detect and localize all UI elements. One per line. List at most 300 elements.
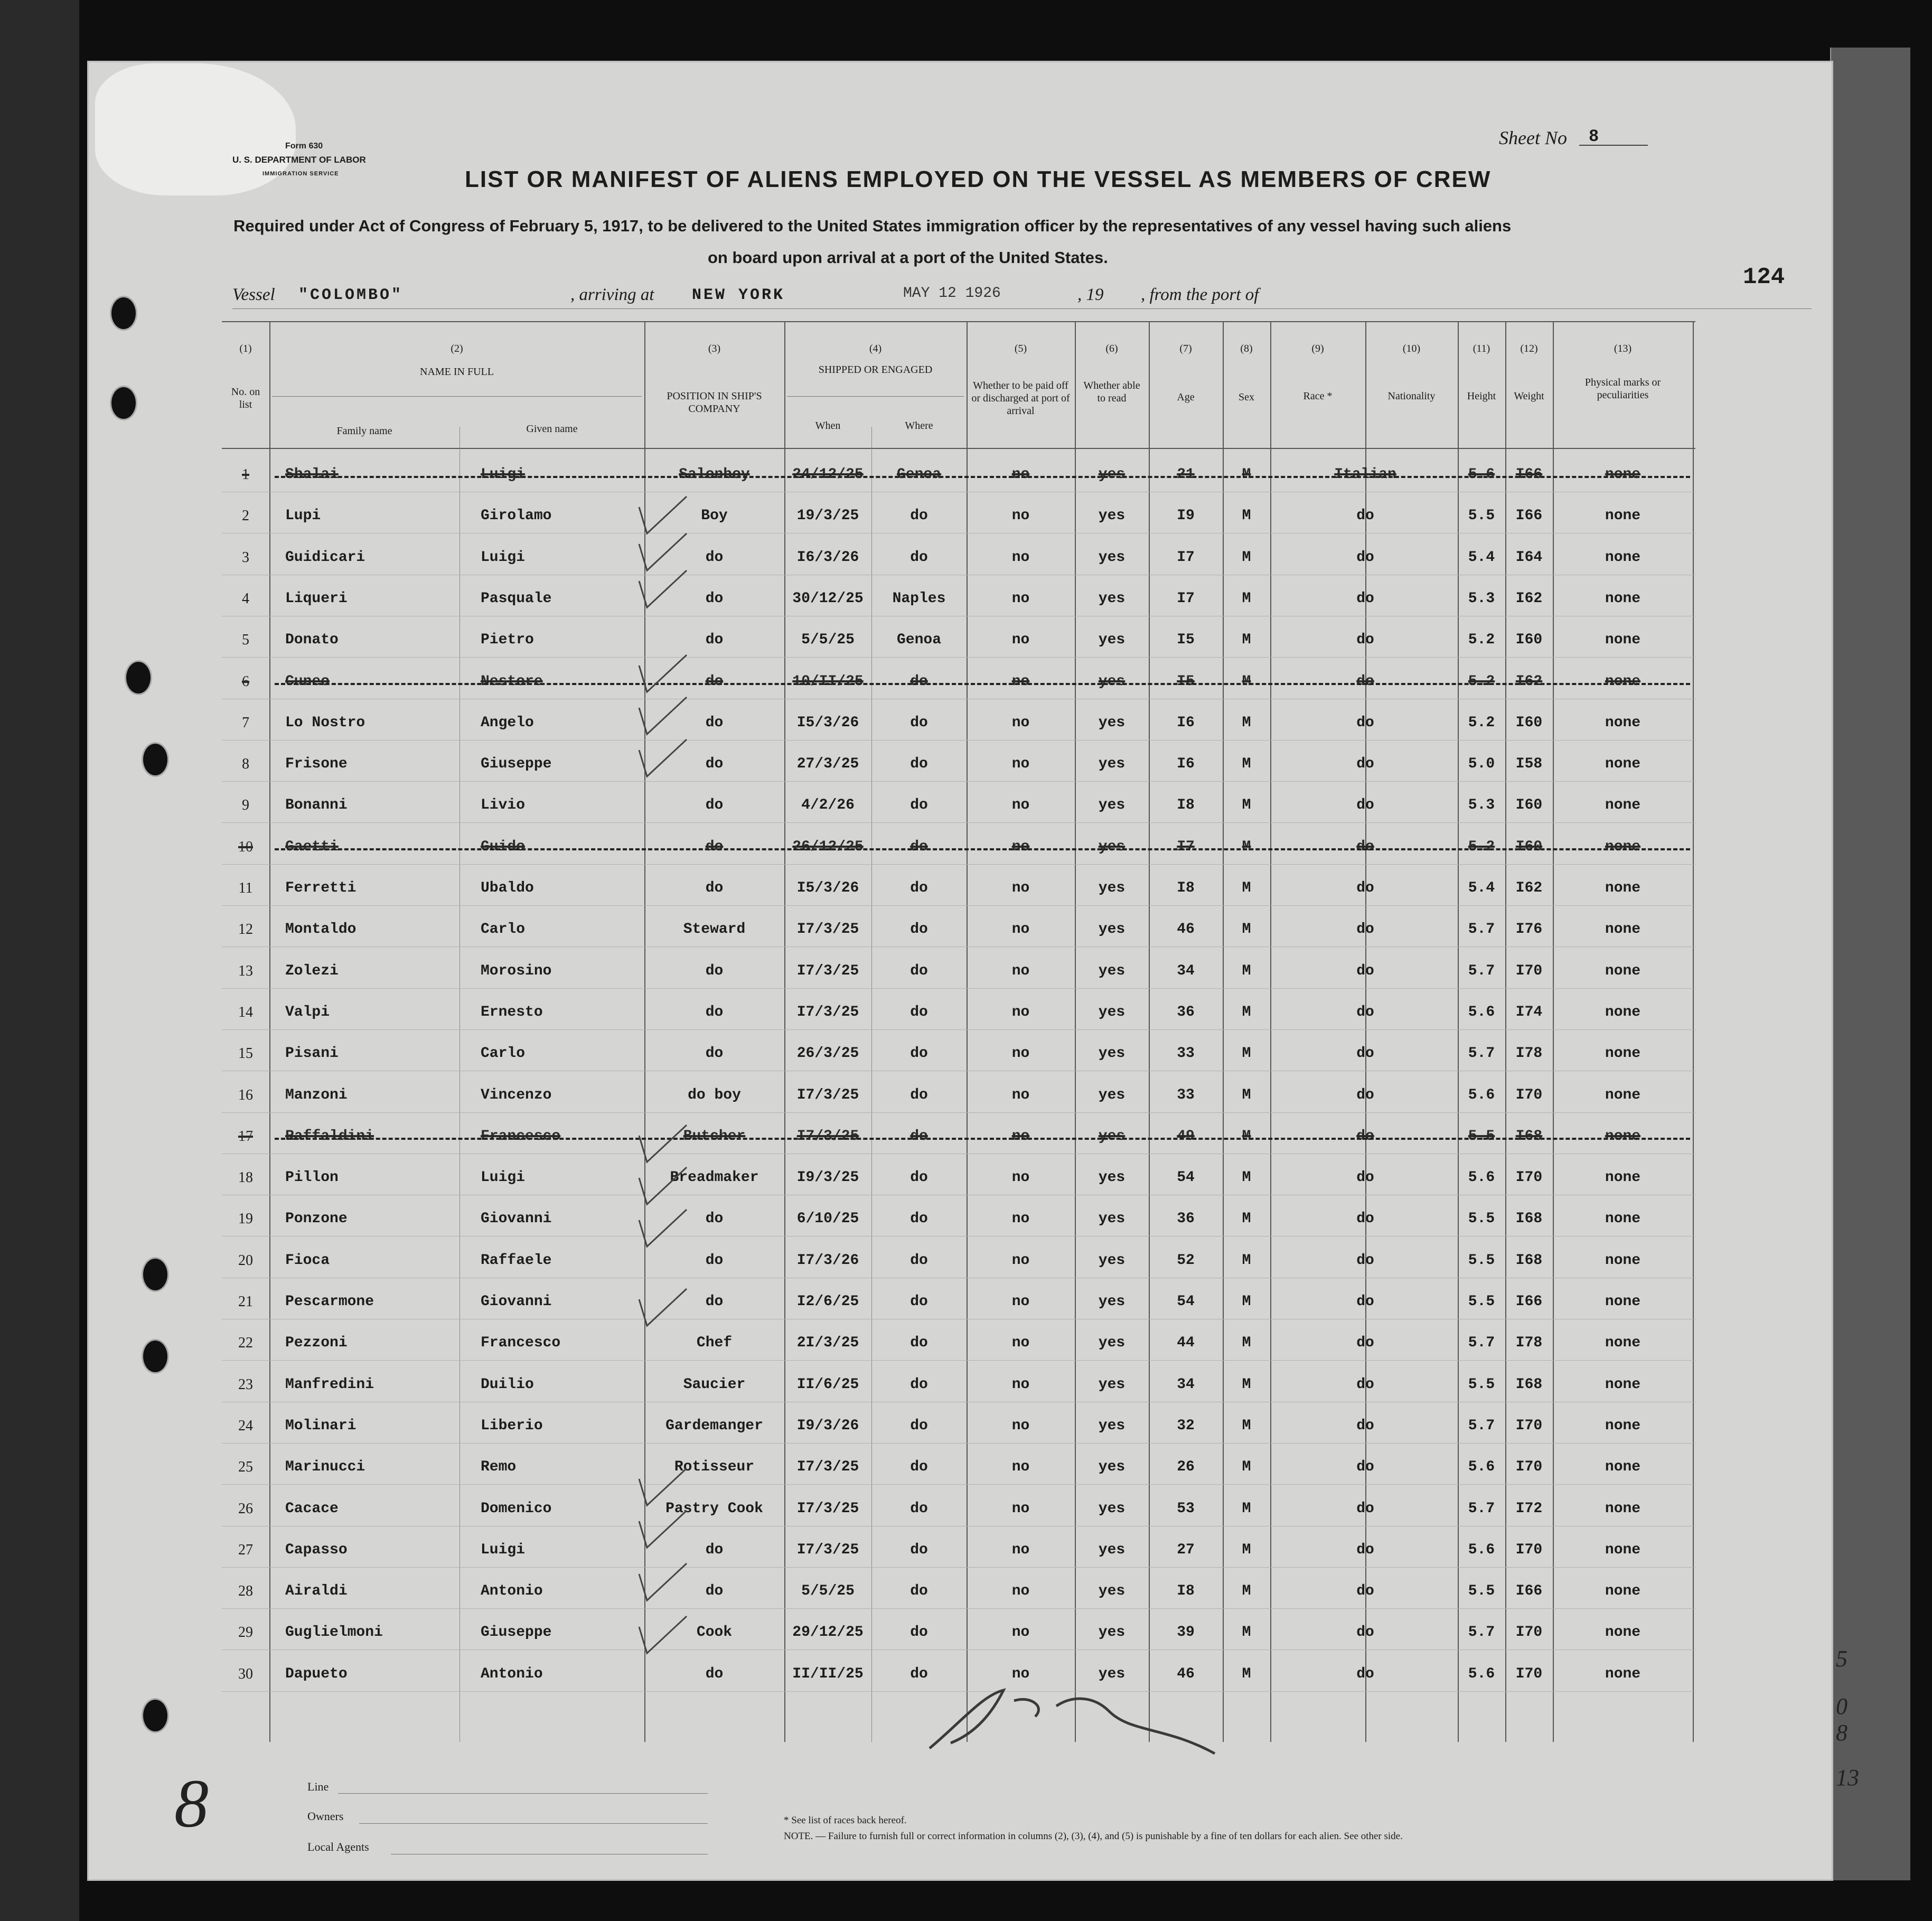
race-cell: do	[1356, 1128, 1374, 1145]
physical-marks-cell: none	[1605, 466, 1641, 483]
given-name-cell: Domenico	[481, 1500, 552, 1517]
able-to-read-cell: yes	[1098, 1624, 1126, 1641]
position-cell: do boy	[688, 1086, 741, 1103]
engaged-place-cell: do	[910, 1211, 928, 1227]
able-to-read-cell: yes	[1098, 1541, 1126, 1558]
physical-marks-cell: none	[1605, 590, 1641, 607]
strikethrough-line	[275, 476, 1690, 478]
paid-off-cell: no	[1011, 1252, 1030, 1269]
position-cell: do	[705, 797, 724, 814]
engaged-date-cell: I7/3/25	[796, 1128, 859, 1145]
given-name-cell: Luigi	[481, 549, 526, 566]
able-to-read-cell: yes	[1098, 880, 1126, 896]
age-cell: I7	[1177, 590, 1195, 607]
race-cell: do	[1356, 1169, 1374, 1186]
arrival-date-stamp: MAY 12 1926	[903, 285, 1001, 302]
age-header: Age	[1177, 391, 1195, 403]
col13-number: (13)	[1614, 343, 1632, 354]
engaged-date-cell: II/II/25	[792, 1665, 864, 1682]
sex-cell: M	[1242, 756, 1251, 773]
age-cell: 39	[1177, 1624, 1195, 1641]
engaged-place-cell: do	[910, 921, 928, 938]
able-to-read-cell: yes	[1098, 1459, 1126, 1476]
family-name-cell: Frisone	[285, 756, 348, 773]
check-marks	[623, 475, 750, 1690]
col7-number: (7)	[1179, 343, 1192, 354]
paid-off-cell: no	[1011, 714, 1030, 731]
family-name-cell: Cuneo	[285, 673, 330, 690]
col4-number: (4)	[869, 343, 882, 354]
local-agents-label: Local Agents	[307, 1840, 369, 1853]
col5-header: Whether to be paid off or discharged at port of arrival	[971, 380, 1070, 417]
engaged-date-cell: 4/2/26	[801, 797, 855, 814]
service-name: IMMIGRATION SERVICE	[262, 171, 339, 177]
race-cell: do	[1356, 921, 1374, 938]
age-cell: I5	[1177, 632, 1195, 649]
sex-cell: M	[1242, 1500, 1251, 1517]
engaged-place-cell: do	[910, 549, 928, 566]
row-number-cell: 9	[242, 797, 249, 814]
able-to-read-cell: yes	[1098, 632, 1126, 649]
row-number-cell: 12	[238, 921, 253, 938]
page-title: LIST OR MANIFEST OF ALIENS EMPLOYED ON THE VESSEL AS MEMBERS OF CREW	[465, 166, 1492, 192]
physical-marks-cell: none	[1605, 838, 1641, 855]
engaged-place-cell: do	[910, 797, 928, 814]
col3-header: POSITION IN SHIP'S COMPANY	[667, 390, 762, 415]
engaged-date-cell: I7/3/25	[796, 962, 859, 979]
sex-cell: M	[1242, 1004, 1251, 1020]
height-cell: 5.6	[1468, 1459, 1495, 1476]
row-number-cell: 15	[238, 1045, 253, 1062]
weight-cell: I62	[1515, 673, 1543, 690]
row-rule	[222, 1029, 1695, 1030]
family-name-cell: Cacace	[285, 1500, 339, 1517]
position-cell: Saucier	[683, 1376, 746, 1393]
able-to-read-cell: yes	[1098, 549, 1126, 566]
physical-marks-cell: none	[1605, 714, 1641, 731]
sex-header: Sex	[1239, 391, 1254, 403]
position-cell: do	[705, 756, 724, 773]
sex-cell: M	[1242, 1252, 1251, 1269]
when-header: When	[815, 420, 841, 432]
row-number-cell: 1	[242, 466, 249, 483]
family-name-cell: Lupi	[285, 508, 321, 524]
given-name-cell: Giovanni	[481, 1294, 552, 1310]
family-name-cell: Pezzoni	[285, 1335, 348, 1352]
family-name-cell: Pisani	[285, 1045, 339, 1062]
position-cell: Rotisseur	[674, 1459, 755, 1476]
height-cell: 5.4	[1468, 549, 1495, 566]
height-cell: 5.5	[1468, 1583, 1495, 1600]
able-to-read-cell: yes	[1098, 1335, 1126, 1352]
age-cell: I8	[1177, 1583, 1195, 1600]
vessel-label: Vessel	[232, 285, 275, 304]
column-rule	[1458, 321, 1459, 1742]
physical-marks-cell: none	[1605, 1004, 1641, 1020]
race-cell: do	[1356, 1294, 1374, 1310]
sex-cell: M	[1242, 1335, 1251, 1352]
sheet-number: 8	[1589, 127, 1599, 146]
row-rule	[222, 781, 1695, 782]
engaged-date-cell: 30/12/25	[792, 590, 864, 607]
position-cell: Pastry Cook	[665, 1500, 763, 1517]
given-name-cell: Carlo	[481, 921, 526, 938]
strikethrough-line	[275, 683, 1690, 685]
row-number-cell: 29	[238, 1624, 253, 1641]
paid-off-cell: no	[1011, 466, 1030, 483]
col4-header: SHIPPED OR ENGAGED	[818, 364, 933, 376]
height-cell: 5.2	[1468, 838, 1495, 855]
footnote	[784, 1813, 1403, 1844]
height-cell: 5.6	[1468, 1004, 1495, 1020]
row-number-cell: 21	[238, 1294, 253, 1310]
position-cell: do	[705, 549, 724, 566]
row-rule	[222, 1112, 1695, 1113]
height-cell: 5.7	[1468, 1417, 1495, 1434]
age-cell: I8	[1177, 797, 1195, 814]
weight-cell: I66	[1515, 1583, 1543, 1600]
sex-cell: M	[1242, 1541, 1251, 1558]
age-cell: I6	[1177, 756, 1195, 773]
handwritten-sheet-number: 8	[174, 1766, 209, 1842]
row-rule	[222, 1484, 1695, 1485]
able-to-read-cell: yes	[1098, 673, 1126, 690]
sex-cell: M	[1242, 1665, 1251, 1682]
physical-marks-cell: none	[1605, 508, 1641, 524]
family-name-cell: Pescarmone	[285, 1294, 374, 1310]
engaged-place-cell: do	[910, 1541, 928, 1558]
row-number-cell: 7	[242, 714, 249, 731]
paid-off-cell: no	[1011, 1500, 1030, 1517]
engaged-date-cell: I2/6/25	[796, 1294, 859, 1310]
weight-cell: I68	[1515, 1128, 1543, 1145]
age-cell: 52	[1177, 1252, 1195, 1269]
weight-cell: I74	[1515, 1004, 1543, 1020]
column-rule	[1553, 321, 1554, 1742]
engaged-date-cell: 5/5/25	[801, 632, 855, 649]
column-rule	[1365, 321, 1366, 1742]
physical-marks-cell: none	[1605, 1541, 1641, 1558]
sex-cell: M	[1242, 1211, 1251, 1227]
position-cell: Steward	[683, 921, 746, 938]
physical-marks-cell: none	[1605, 1169, 1641, 1186]
position-cell: Butcher	[683, 1128, 746, 1145]
given-name-cell: Luigi	[481, 466, 526, 483]
position-cell: do	[705, 1004, 724, 1020]
column-rule	[784, 321, 785, 1742]
engaged-date-cell: I5/3/26	[796, 880, 859, 896]
row-number-cell: 10	[238, 838, 253, 855]
race-cell: do	[1356, 1086, 1374, 1103]
family-name-cell: Guidicari	[285, 549, 365, 566]
engaged-place-cell: do	[910, 1583, 928, 1600]
col5-number: (5)	[1014, 343, 1027, 354]
race-cell: do	[1356, 549, 1374, 566]
line-label: Line	[307, 1780, 329, 1793]
col2-header: NAME IN FULL	[420, 366, 494, 378]
engaged-date-cell: I9/3/25	[796, 1169, 859, 1186]
race-cell: do	[1356, 1624, 1374, 1641]
engaged-date-cell: II/6/25	[796, 1376, 859, 1393]
weight-cell: I70	[1515, 1624, 1543, 1641]
form-number: Form 630	[285, 142, 323, 151]
age-cell: 53	[1177, 1500, 1195, 1517]
age-cell: 33	[1177, 1086, 1195, 1103]
punch-hole	[125, 660, 152, 695]
sex-cell: M	[1242, 838, 1251, 855]
weight-header: Weight	[1514, 390, 1544, 402]
family-name-cell: Montaldo	[285, 921, 357, 938]
age-cell: I6	[1177, 714, 1195, 731]
able-to-read-cell: yes	[1098, 1004, 1126, 1020]
able-to-read-cell: yes	[1098, 1294, 1126, 1310]
physical-marks-cell: none	[1605, 1335, 1641, 1352]
height-cell: 5.5	[1468, 1128, 1495, 1145]
given-name-header: Given name	[526, 423, 578, 435]
physical-marks-cell: none	[1605, 1211, 1641, 1227]
height-cell: 5.0	[1468, 756, 1495, 773]
row-number-cell: 18	[238, 1169, 253, 1186]
where-header: Where	[905, 420, 933, 432]
race-cell: do	[1356, 1541, 1374, 1558]
given-name-cell: Angelo	[481, 714, 534, 731]
weight-cell: I60	[1515, 714, 1543, 731]
able-to-read-cell: yes	[1098, 1169, 1126, 1186]
engaged-date-cell: 19/3/25	[796, 508, 859, 524]
weight-cell: I76	[1515, 921, 1543, 938]
able-to-read-cell: yes	[1098, 1128, 1126, 1145]
age-cell: 34	[1177, 1376, 1195, 1393]
row-rule	[222, 988, 1695, 989]
engaged-place-cell: Genoa	[896, 466, 941, 483]
weight-cell: I66	[1515, 1294, 1543, 1310]
age-cell: I9	[1177, 508, 1195, 524]
family-name-cell: Valpi	[285, 1004, 330, 1020]
given-name-cell: Francesco	[481, 1335, 561, 1352]
paid-off-cell: no	[1011, 1294, 1030, 1310]
engaged-place-cell: Genoa	[896, 632, 941, 649]
physical-marks-cell: none	[1605, 1128, 1641, 1145]
sex-cell: M	[1242, 508, 1251, 524]
sex-cell: M	[1242, 466, 1251, 483]
able-to-read-cell: yes	[1098, 1211, 1126, 1227]
family-name-cell: Dapueto	[285, 1665, 348, 1682]
weight-cell: I70	[1515, 1541, 1543, 1558]
col12-number: (12)	[1520, 343, 1538, 354]
position-cell: Cook	[696, 1624, 733, 1641]
height-cell: 5.5	[1468, 1376, 1495, 1393]
given-name-cell: Vincenzo	[481, 1086, 552, 1103]
given-name-cell: Giuseppe	[481, 756, 552, 773]
engaged-place-cell: do	[910, 1624, 928, 1641]
engaged-place-cell: do	[910, 1004, 928, 1020]
engaged-date-cell: I5/3/26	[796, 714, 859, 731]
position-cell: do	[705, 838, 724, 855]
physical-marks-cell: none	[1605, 797, 1641, 814]
position-cell: do	[705, 1211, 724, 1227]
punch-hole	[142, 742, 169, 777]
paid-off-cell: no	[1011, 1541, 1030, 1558]
paid-off-cell: no	[1011, 756, 1030, 773]
physical-marks-cell: none	[1605, 880, 1641, 896]
row-rule	[222, 1608, 1695, 1609]
row-number-cell: 30	[238, 1665, 253, 1682]
family-name-cell: Zolezi	[285, 962, 339, 979]
race-cell: Italian	[1334, 466, 1396, 483]
weight-cell: I70	[1515, 1665, 1543, 1682]
row-rule	[222, 740, 1695, 741]
subtitle-line-1: Required under Act of Congress of February 5, 1917, to be delivered to the United States immigration officer by the representatives of any vessel having such aliens	[233, 217, 1512, 235]
row-number-cell: 22	[238, 1335, 253, 1352]
physical-marks-cell: none	[1605, 632, 1641, 649]
physical-marks-cell: none	[1605, 1583, 1641, 1600]
race-cell: do	[1356, 1211, 1374, 1227]
vessel-line	[232, 285, 1812, 309]
height-cell: 5.7	[1468, 1045, 1495, 1062]
able-to-read-cell: yes	[1098, 1252, 1126, 1269]
row-number-cell: 24	[238, 1417, 253, 1434]
physical-marks-cell: none	[1605, 1294, 1641, 1310]
row-number-cell: 11	[238, 880, 253, 896]
family-name-cell: Gaetti	[285, 838, 339, 855]
height-cell: 5.7	[1468, 1500, 1495, 1517]
engaged-date-cell: 6/10/25	[796, 1211, 859, 1227]
weight-cell: I62	[1515, 590, 1543, 607]
crew-table	[222, 321, 1695, 1745]
race-cell: do	[1356, 1665, 1374, 1682]
marks-header: Physical marks or peculiarities	[1584, 377, 1661, 401]
height-cell: 5.7	[1468, 1335, 1495, 1352]
height-cell: 5.4	[1468, 880, 1495, 896]
margin-mark: 5	[1836, 1646, 1847, 1672]
paid-off-cell: no	[1011, 632, 1030, 649]
given-name-cell: Antonio	[481, 1665, 543, 1682]
family-name-cell: Capasso	[285, 1541, 348, 1558]
position-cell: do	[705, 714, 724, 731]
engaged-place-cell: do	[910, 1045, 928, 1062]
family-name-cell: Molinari	[285, 1417, 357, 1434]
given-name-cell: Girolamo	[481, 508, 552, 524]
row-number-cell: 17	[238, 1128, 253, 1145]
col11-number: (11)	[1473, 343, 1490, 354]
weight-cell: I66	[1515, 466, 1543, 483]
weight-cell: I64	[1515, 549, 1543, 566]
arriving-label: , arriving at	[570, 285, 654, 304]
sex-cell: M	[1242, 549, 1251, 566]
paid-off-cell: no	[1011, 1004, 1030, 1020]
able-to-read-cell: yes	[1098, 590, 1126, 607]
sex-cell: M	[1242, 1417, 1251, 1434]
engaged-date-cell: I9/3/26	[796, 1417, 859, 1434]
family-name-header: Family name	[336, 425, 392, 437]
height-cell: 5.6	[1468, 1665, 1495, 1682]
paid-off-cell: no	[1011, 1376, 1030, 1393]
year-label: , 19	[1077, 285, 1104, 304]
paid-off-cell: no	[1011, 797, 1030, 814]
sex-cell: M	[1242, 590, 1251, 607]
engaged-place-cell: do	[910, 962, 928, 979]
sex-cell: M	[1242, 1086, 1251, 1103]
row-number-cell: 5	[242, 632, 249, 649]
family-name-cell: Fioca	[285, 1252, 330, 1269]
column-rule	[1505, 321, 1506, 1742]
physical-marks-cell: none	[1605, 1665, 1641, 1682]
row-rule	[222, 657, 1695, 658]
punch-hole	[142, 1698, 169, 1733]
column-rule	[1693, 321, 1694, 1742]
given-name-cell: Raffaele	[481, 1252, 552, 1269]
race-cell: do	[1356, 508, 1374, 524]
position-cell: Chef	[696, 1335, 733, 1352]
row-number-cell: 16	[238, 1086, 253, 1103]
paid-off-cell: no	[1011, 549, 1030, 566]
family-name-cell: Pillon	[285, 1169, 339, 1186]
height-header: Height	[1467, 390, 1496, 402]
paid-off-cell: no	[1011, 1583, 1030, 1600]
physical-marks-cell: none	[1605, 962, 1641, 979]
column-rule	[1075, 321, 1076, 1742]
subtitle-line-2: on board upon arrival at a port of the United States.	[708, 248, 1108, 267]
row-number-cell: 27	[238, 1541, 253, 1558]
owners-field	[359, 1823, 708, 1824]
age-cell: I7	[1177, 838, 1195, 855]
engaged-date-cell: I7/3/26	[796, 1252, 859, 1269]
weight-cell: I70	[1515, 1086, 1543, 1103]
engaged-place-cell: do	[910, 1169, 928, 1186]
given-name-cell: Francesco	[481, 1128, 561, 1145]
engaged-place-cell: do	[910, 714, 928, 731]
race-cell: do	[1356, 1045, 1374, 1062]
engaged-date-cell: 24/12/25	[792, 466, 864, 483]
sex-cell: M	[1242, 921, 1251, 938]
engaged-date-cell: I7/3/25	[796, 1541, 859, 1558]
paid-off-cell: no	[1011, 921, 1030, 938]
engaged-date-cell: 2I/3/25	[796, 1335, 859, 1352]
sex-cell: M	[1242, 714, 1251, 731]
height-cell: 5.5	[1468, 1211, 1495, 1227]
engaged-date-cell: I7/3/25	[796, 1459, 859, 1476]
engaged-place-cell: do	[910, 1376, 928, 1393]
engaged-date-cell: I7/3/25	[796, 1086, 859, 1103]
col2-number: (2)	[451, 343, 463, 354]
paid-off-cell: no	[1011, 838, 1030, 855]
paid-off-cell: no	[1011, 1128, 1030, 1145]
age-cell: 46	[1177, 1665, 1195, 1682]
age-cell: I5	[1177, 673, 1195, 690]
position-cell: do	[705, 632, 724, 649]
physical-marks-cell: none	[1605, 673, 1641, 690]
sex-cell: M	[1242, 632, 1251, 649]
row-number-cell: 14	[238, 1004, 253, 1020]
sex-cell: M	[1242, 880, 1251, 896]
paid-off-cell: no	[1011, 1624, 1030, 1641]
strikethrough-line	[275, 848, 1690, 850]
position-cell: do	[705, 590, 724, 607]
weight-cell: I62	[1515, 880, 1543, 896]
able-to-read-cell: yes	[1098, 838, 1126, 855]
engaged-date-cell: I7/3/25	[796, 1004, 859, 1020]
family-name-cell: Guglielmoni	[285, 1624, 383, 1641]
punch-hole	[142, 1339, 169, 1374]
weight-cell: I58	[1515, 756, 1543, 773]
height-cell: 5.6	[1468, 1169, 1495, 1186]
sheet-label: Sheet No	[1499, 127, 1567, 148]
age-cell: I7	[1177, 549, 1195, 566]
nationality-header: Nationality	[1387, 390, 1436, 402]
column-rule	[1149, 321, 1150, 1742]
sex-cell: M	[1242, 797, 1251, 814]
row-number-cell: 25	[238, 1459, 253, 1476]
